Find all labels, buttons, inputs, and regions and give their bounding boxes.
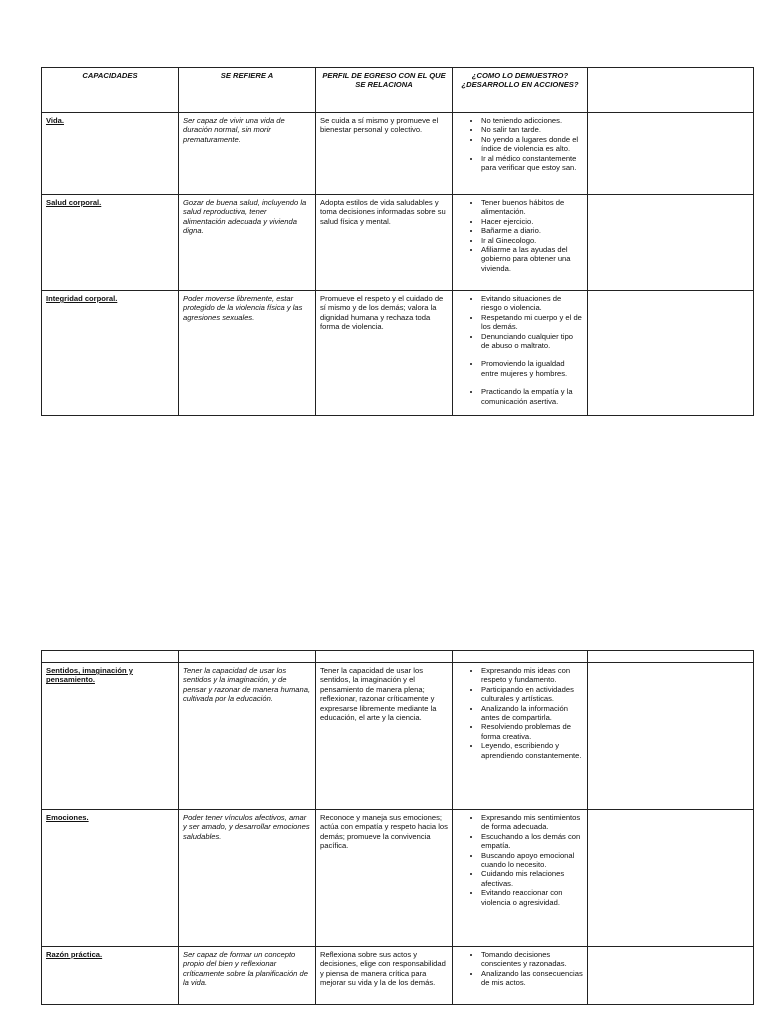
accion-item: • Escuchando a los demás con empatía. bbox=[481, 832, 583, 851]
accion-item: • Ir al Ginecologo. bbox=[481, 236, 583, 245]
se-refiere-cell: Poder moverse libremente, estar protegido de la violencia física y las agresiones sexuales. bbox=[179, 291, 316, 416]
acciones-list bbox=[457, 813, 583, 907]
capacidad-cell bbox=[42, 195, 179, 291]
acciones-cell bbox=[453, 663, 588, 810]
accion-item: • Expresando mis sentimientos de forma adecuada. bbox=[481, 813, 583, 832]
table-row bbox=[42, 810, 754, 947]
empty-cell bbox=[42, 651, 179, 663]
perfil-cell: Adopta estilos de vida saludables y toma decisiones informadas sobre su salud física y mental. bbox=[316, 195, 453, 291]
accion-item: • Afiliarme a las ayudas del gobierno para obtener una vivienda. bbox=[481, 245, 583, 273]
accion-item: • Analizando la información antes de compartirla. bbox=[481, 704, 583, 723]
accion-item: • Promoviendo la igualdad entre mujeres y hombres. bbox=[481, 359, 583, 378]
accion-item: • Resolviendo problemas de forma creativa. bbox=[481, 722, 583, 741]
acciones-cell bbox=[453, 195, 588, 291]
table-row bbox=[42, 663, 754, 810]
table-row bbox=[42, 291, 754, 416]
empty-cell bbox=[588, 947, 754, 1005]
capacidades-table-page-2 bbox=[41, 650, 754, 1005]
accion-item: • No salir tan tarde. bbox=[481, 125, 583, 134]
accion-item: • Expresando mis ideas con respeto y fundamento. bbox=[481, 666, 583, 685]
empty-cell bbox=[588, 195, 754, 291]
acciones-list bbox=[457, 116, 583, 172]
empty-cell bbox=[453, 651, 588, 663]
accion-item: • Bañarme a diario. bbox=[481, 226, 583, 235]
accion-item: • Analizando las consecuencias de mis actos. bbox=[481, 969, 583, 988]
capacidad-cell bbox=[42, 291, 179, 416]
accion-item: • Hacer ejercicio. bbox=[481, 217, 583, 226]
accion-item: • Tener buenos hábitos de alimentación. bbox=[481, 198, 583, 217]
empty-cell bbox=[588, 113, 754, 195]
accion-item: • Participando en actividades culturales y artísticas. bbox=[481, 685, 583, 704]
empty-cell bbox=[588, 291, 754, 416]
header-capacidades: CAPACIDADES bbox=[42, 68, 179, 113]
acciones-list bbox=[457, 950, 583, 988]
acciones-list bbox=[457, 666, 583, 760]
capacidad-cell bbox=[42, 663, 179, 810]
capacidad-cell bbox=[42, 947, 179, 1005]
empty-cell bbox=[179, 651, 316, 663]
empty-cell bbox=[588, 810, 754, 947]
accion-item: • Ir al médico constantemente para verificar que estoy san. bbox=[481, 154, 583, 173]
acciones-cell bbox=[453, 810, 588, 947]
perfil-cell: Tener la capacidad de usar los sentidos, la imaginación y el pensamiento de manera plena; reflexionar, razonar críticamente y expresarse libremente mediante la educación, el arte y la ciencia. bbox=[316, 663, 453, 810]
se-refiere-cell: Poder tener vínculos afectivos, amar y ser amado, y desarrollar emociones saludables. bbox=[179, 810, 316, 947]
se-refiere-cell: Gozar de buena salud, incluyendo la salud reproductiva, tener alimentación adecuada y vivienda digna. bbox=[179, 195, 316, 291]
capacidad-label: Salud corporal. bbox=[46, 198, 102, 207]
acciones-cell bbox=[453, 113, 588, 195]
perfil-cell: Reconoce y maneja sus emociones; actúa con empatía y respeto hacia los demás; promueve la convivencia pacífica. bbox=[316, 810, 453, 947]
empty-cell bbox=[316, 651, 453, 663]
accion-item: • Practicando la empatía y la comunicación asertiva. bbox=[481, 387, 583, 406]
table-row bbox=[42, 947, 754, 1005]
se-refiere-cell: Ser capaz de vivir una vida de duración normal, sin morir prematuramente. bbox=[179, 113, 316, 195]
header-se-refiere-a: SE REFIERE A bbox=[179, 68, 316, 113]
capacidad-cell bbox=[42, 810, 179, 947]
acciones-cell bbox=[453, 291, 588, 416]
acciones-cell bbox=[453, 947, 588, 1005]
perfil-cell: Reflexiona sobre sus actos y decisiones, elige con responsabilidad y piensa de manera crítica para mejorar su vida y la de los demás. bbox=[316, 947, 453, 1005]
table-row bbox=[42, 113, 754, 195]
se-refiere-cell: Ser capaz de formar un concepto propio del bien y reflexionar críticamente sobre la planificación de la vida. bbox=[179, 947, 316, 1005]
capacidad-label: Sentidos, imaginación y pensamiento. bbox=[46, 666, 133, 685]
empty-cell bbox=[588, 663, 754, 810]
accion-item: • Cuidando mis relaciones afectivas. bbox=[481, 869, 583, 888]
capacidades-table-page-1 bbox=[41, 67, 754, 416]
accion-item: • Denunciando cualquier tipo de abuso o maltrato. bbox=[481, 332, 583, 351]
accion-item: • Evitando reaccionar con violencia o agresividad. bbox=[481, 888, 583, 907]
empty-cell bbox=[588, 651, 754, 663]
se-refiere-cell: Tener la capacidad de usar los sentidos y la imaginación, y de pensar y razonar de manera humana, cultivada por la educación. bbox=[179, 663, 316, 810]
capacidad-label: Vida. bbox=[46, 116, 65, 125]
perfil-cell: Promueve el respeto y el cuidado de sí mismo y de los demás; valora la dignidad humana y rechaza toda forma de violencia. bbox=[316, 291, 453, 416]
empty-header-row bbox=[42, 651, 754, 663]
accion-item: • No teniendo adicciones. bbox=[481, 116, 583, 125]
accion-item: • Respetando mi cuerpo y el de los demás. bbox=[481, 313, 583, 332]
accion-item: • Tomando decisiones conscientes y razonadas. bbox=[481, 950, 583, 969]
capacidad-cell bbox=[42, 113, 179, 195]
acciones-list bbox=[457, 294, 583, 406]
accion-item: • Buscando apoyo emocional cuando lo necesito. bbox=[481, 851, 583, 870]
perfil-cell: Se cuida a sí mismo y promueve el bienestar personal y colectivo. bbox=[316, 113, 453, 195]
capacidad-label: Integridad corporal. bbox=[46, 294, 118, 303]
table-header-row bbox=[42, 68, 754, 113]
header-empty bbox=[588, 68, 754, 113]
capacidad-label: Emociones. bbox=[46, 813, 89, 822]
acciones-list bbox=[457, 198, 583, 273]
header-como-lo-demuestro: ¿COMO LO DEMUESTRO? ¿DESARROLLO EN ACCIONES? bbox=[453, 68, 588, 113]
accion-item: • No yendo a lugares donde el índice de violencia es alto. bbox=[481, 135, 583, 154]
capacidad-label: Razón práctica. bbox=[46, 950, 103, 959]
accion-item: • Evitando situaciones de riesgo o violencia. bbox=[481, 294, 583, 313]
header-perfil-de-egreso: PERFIL DE EGRESO CON EL QUE SE RELACIONA bbox=[316, 68, 453, 113]
accion-item: • Leyendo, escribiendo y aprendiendo constantemente. bbox=[481, 741, 583, 760]
table-row bbox=[42, 195, 754, 291]
